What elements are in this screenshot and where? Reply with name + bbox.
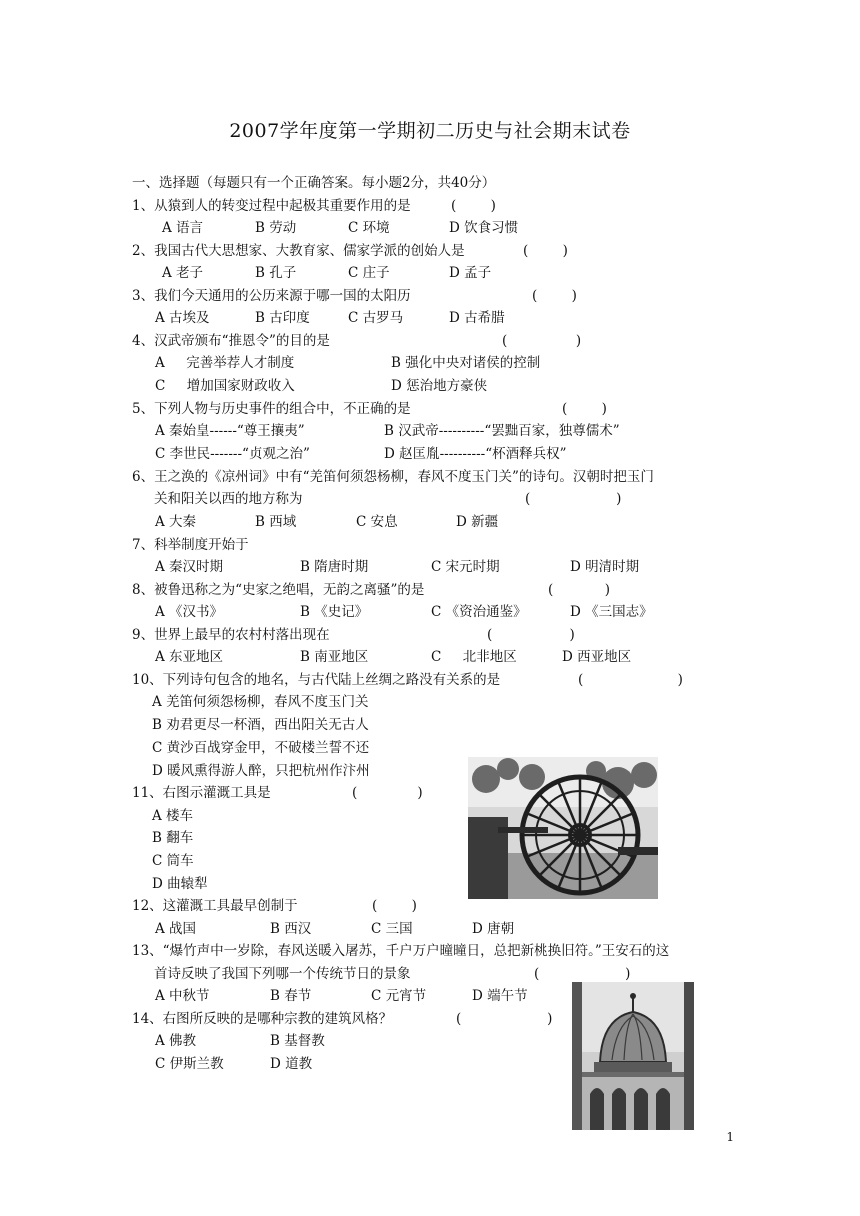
- q12-option-d: D 唐朝: [472, 921, 515, 937]
- question-11-stem: 11、右图示灌溉工具是: [132, 785, 271, 801]
- q13-option-a: A 中秋节: [155, 988, 210, 1004]
- q3-option-c: C 古罗马: [348, 310, 404, 326]
- q8-option-b: B 《史记》: [300, 604, 369, 620]
- q6-option-a: A 大秦: [155, 514, 197, 530]
- q3-option-a: A 古埃及: [155, 310, 210, 326]
- question-1-stem: 1、从猿到人的转变过程中起极其重要作用的是: [132, 198, 411, 214]
- q11-option-d: D 曲辕犁: [152, 876, 208, 892]
- q1-option-c: C 环境: [348, 220, 390, 236]
- page-title: 2007学年度第一学期初二历史与社会期末试卷: [229, 120, 631, 142]
- question-5-answer-paren: ( ): [562, 401, 607, 417]
- q11-option-a: A 楼车: [152, 808, 194, 824]
- q9-option-d: D 西亚地区: [562, 649, 632, 665]
- question-4-stem: 4、汉武帝颁布“推恩令”的目的是: [132, 333, 330, 349]
- question-9-answer-paren: ( ): [487, 627, 575, 643]
- mosque-dome-photo: [572, 982, 694, 1130]
- q3-option-b: B 古印度: [255, 310, 310, 326]
- q7-option-d: D 明清时期: [570, 559, 640, 575]
- water-wheel-photo: [468, 757, 658, 899]
- q13-option-d: D 端午节: [472, 988, 528, 1004]
- q2-option-d: D 孟子: [449, 265, 492, 281]
- section-heading: 一、选择题（每题只有一个正确答案。每小题2分，共40分）: [132, 175, 496, 191]
- q14-option-a: A 佛教: [155, 1033, 197, 1049]
- question-3-stem: 3、我们今天通用的公历来源于哪一国的太阳历: [132, 288, 411, 304]
- q7-option-b: B 隋唐时期: [300, 559, 369, 575]
- q4-option-a: A 完善举荐人才制度: [155, 355, 295, 371]
- question-6-stem-continued: 关和阳关以西的地方称为: [154, 491, 303, 507]
- q4-option-c: C 增加国家财政收入: [155, 378, 295, 394]
- question-10-answer-paren: ( ): [578, 672, 683, 688]
- q2-option-a: A 老子: [162, 265, 204, 281]
- q1-option-a: A 语言: [162, 220, 204, 236]
- q13-option-c: C 元宵节: [371, 988, 427, 1004]
- q6-option-c: C 安息: [356, 514, 398, 530]
- question-13-answer-paren: ( ): [534, 966, 631, 982]
- page-number: 1: [726, 1130, 734, 1144]
- question-12-answer-paren: ( ): [372, 898, 417, 914]
- q9-option-b: B 南亚地区: [300, 649, 369, 665]
- q7-option-c: C 宋元时期: [431, 559, 500, 575]
- q4-option-d: D 惩治地方豪侠: [391, 378, 488, 394]
- q9-option-a: A 东亚地区: [155, 649, 224, 665]
- question-1-answer-paren: ( ): [451, 198, 496, 214]
- question-7-stem: 7、科举制度开始于: [132, 537, 249, 553]
- q12-option-b: B 西汉: [270, 921, 312, 937]
- q11-option-b: B 翻车: [152, 830, 194, 846]
- question-14-answer-paren: ( ): [456, 1011, 553, 1027]
- question-2-answer-paren: ( ): [523, 243, 568, 259]
- question-8-stem: 8、被鲁迅称之为“史家之绝唱，无韵之离骚”的是: [132, 582, 425, 598]
- q9-option-c: C 北非地区: [431, 649, 517, 665]
- question-13-stem: 13、“爆竹声中一岁除，春风送暖入屠苏，千户万户曈曈日，总把新桃换旧符。”王安石的这: [132, 943, 670, 959]
- q5-option-c: C 李世民-------“贞观之治”: [155, 446, 310, 462]
- question-9-stem: 9、世界上最早的农村村落出现在: [132, 627, 330, 643]
- q7-option-a: A 秦汉时期: [155, 559, 224, 575]
- q14-option-b: B 基督教: [270, 1033, 325, 1049]
- q10-option-a: A 羌笛何须怨杨柳，春风不度玉门关: [152, 694, 369, 710]
- question-6-answer-paren: ( ): [525, 491, 622, 507]
- q10-option-b: B 劝君更尽一杯酒，西出阳关无古人: [152, 717, 369, 733]
- q6-option-d: D 新疆: [456, 514, 499, 530]
- q5-option-d: D 赵匡胤----------“杯酒释兵权”: [384, 446, 567, 462]
- q4-option-b: B 强化中央对诸侯的控制: [391, 355, 541, 371]
- q3-option-d: D 古希腊: [449, 310, 505, 326]
- q10-option-d: D 暖风熏得游人醉，只把杭州作汴州: [152, 763, 370, 779]
- q10-option-c: C 黄沙百战穿金甲，不破楼兰誓不还: [152, 740, 370, 756]
- q12-option-c: C 三国: [371, 921, 413, 937]
- q1-option-b: B 劳动: [255, 220, 297, 236]
- q8-option-a: A 《汉书》: [155, 604, 224, 620]
- question-6-stem: 6、王之涣的《凉州词》中有“羌笛何须怨杨柳，春风不度玉门关”的诗句。汉朝时把玉门: [132, 469, 654, 485]
- q2-option-b: B 孔子: [255, 265, 297, 281]
- q1-option-d: D 饮食习惯: [449, 220, 519, 236]
- question-2-stem: 2、我国古代大思想家、大教育家、儒家学派的创始人是: [132, 243, 465, 259]
- question-3-answer-paren: ( ): [532, 288, 577, 304]
- question-8-answer-paren: ( ): [548, 582, 611, 598]
- q6-option-b: B 西域: [255, 514, 297, 530]
- question-5-stem: 5、下列人物与历史事件的组合中，不正确的是: [132, 401, 411, 417]
- q12-option-a: A 战国: [155, 921, 197, 937]
- q5-option-a: A 秦始皇------“尊王攘夷”: [155, 423, 305, 439]
- question-13-stem-continued: 首诗反映了我国下列哪一个传统节日的景象: [154, 966, 411, 982]
- q5-option-b: B 汉武帝----------“罢黜百家，独尊儒术”: [384, 423, 620, 439]
- question-11-answer-paren: ( ): [352, 785, 423, 801]
- q14-option-d: D 道教: [270, 1056, 313, 1072]
- q8-option-c: C 《资治通鉴》: [431, 604, 527, 620]
- question-12-stem: 12、这灌溉工具最早创制于: [132, 898, 298, 914]
- q8-option-d: D 《三国志》: [570, 604, 653, 620]
- q2-option-c: C 庄子: [348, 265, 390, 281]
- q11-option-c: C 筒车: [152, 853, 194, 869]
- question-4-answer-paren: ( ): [502, 333, 582, 349]
- q13-option-b: B 春节: [270, 988, 312, 1004]
- question-10-stem: 10、下列诗句包含的地名，与古代陆上丝绸之路没有关系的是: [132, 672, 501, 688]
- question-14-stem: 14、右图所反映的是哪种宗教的建筑风格？: [132, 1011, 393, 1027]
- q14-option-c: C 伊斯兰教: [155, 1056, 224, 1072]
